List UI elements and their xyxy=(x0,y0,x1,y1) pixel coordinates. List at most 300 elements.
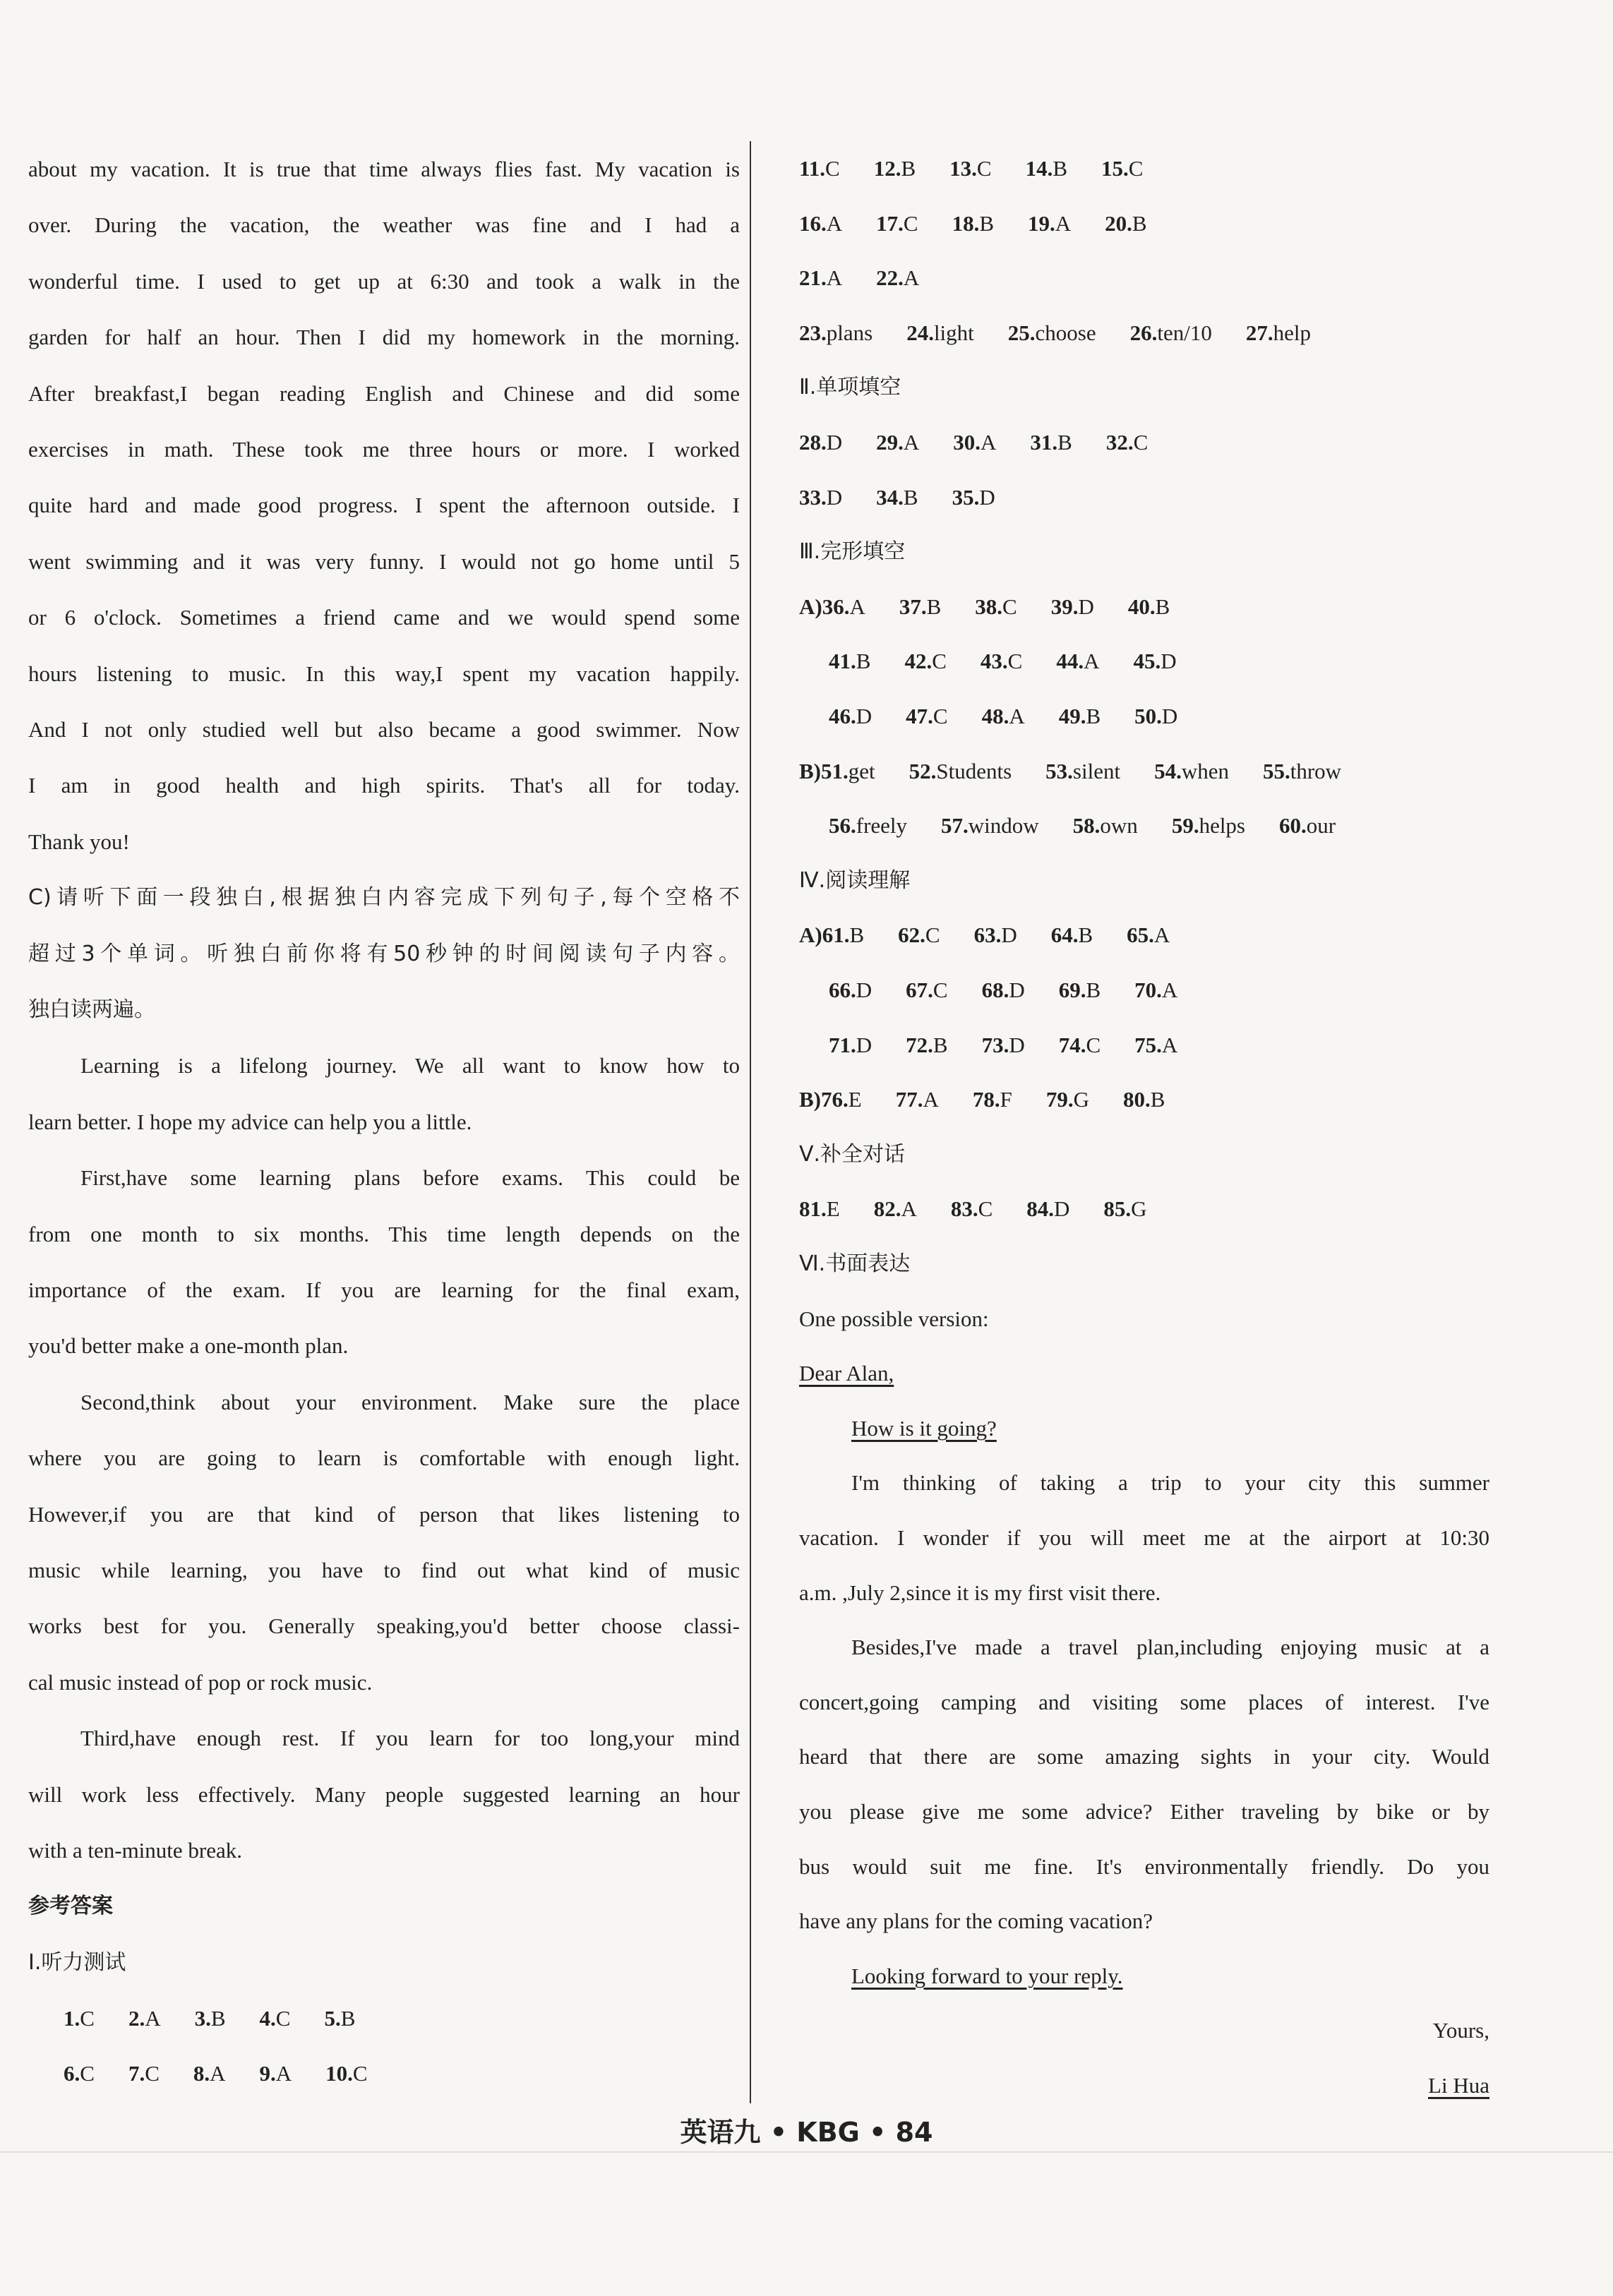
answer-item xyxy=(799,415,842,470)
answer-number: 8. xyxy=(193,2061,210,2086)
answer-number: 59. xyxy=(1171,813,1199,838)
answer-number: 54. xyxy=(1154,759,1182,783)
answer-number: 48. xyxy=(981,704,1009,728)
answer-value: window xyxy=(968,813,1039,838)
answer-number: 75. xyxy=(1134,1033,1162,1057)
answer-item xyxy=(64,1991,95,2046)
essay-greeting xyxy=(799,1401,1475,1456)
answer-number: 14. xyxy=(1025,156,1053,181)
answer-number: 64. xyxy=(1050,922,1079,947)
answer-item xyxy=(896,1072,939,1127)
answer-item xyxy=(949,141,991,196)
answer-row xyxy=(799,470,1475,525)
answer-item xyxy=(982,963,1025,1018)
answer-row xyxy=(799,1182,1475,1237)
body-text-line: or 6 o'clock. Sometimes a friend came and we would spend some xyxy=(28,605,740,630)
answer-value: B xyxy=(1086,704,1101,728)
answer-item xyxy=(1127,908,1170,963)
answer-number: 10. xyxy=(325,2061,353,2086)
answer-number: 73. xyxy=(981,1033,1009,1057)
answer-number: 69. xyxy=(1058,978,1086,1002)
answer-row xyxy=(28,1991,740,2046)
answer-item xyxy=(799,1182,840,1237)
answer-number: 13. xyxy=(949,156,977,181)
answer-value: A xyxy=(1161,978,1178,1002)
answer-row xyxy=(799,415,1475,470)
body-text-line: Thank you! xyxy=(28,829,130,854)
answer-number: A)61. xyxy=(799,922,850,947)
answer-item xyxy=(1059,963,1101,1018)
answer-number: 39. xyxy=(1050,594,1079,619)
answer-row xyxy=(799,1018,1475,1073)
body-text-line: over. During the vacation, the weather was fine and I had a xyxy=(28,212,740,237)
answer-number: 32. xyxy=(1105,430,1134,455)
answer-row xyxy=(799,306,1475,361)
answer-number: 47. xyxy=(906,704,933,728)
body-text-line: where you are going to learn is comfortable with enough light. xyxy=(28,1445,740,1470)
answer-value: A xyxy=(1009,704,1025,728)
answer-number: 81. xyxy=(799,1196,827,1221)
body-text-line: 超过3个单词。听独白前你将有50秒钟的时间阅读句子内容。 xyxy=(28,942,740,966)
answer-item xyxy=(876,415,919,470)
answer-row xyxy=(799,579,1475,635)
answer-number: 6. xyxy=(64,2061,80,2086)
answer-item xyxy=(975,579,1017,635)
answer-item xyxy=(799,744,875,799)
answer-item xyxy=(874,141,916,196)
answer-value: Students xyxy=(936,759,1012,783)
answer-value: D xyxy=(1001,922,1017,947)
answer-value: C xyxy=(825,156,840,181)
answer-number: 29. xyxy=(876,430,904,455)
page-footer: 英语九 • KBG • 84 xyxy=(680,2117,933,2148)
answer-number: 23. xyxy=(799,320,827,345)
answer-value: B xyxy=(901,156,916,181)
essay-line: I'm thinking of taking a trip to your city this summer xyxy=(851,1470,1489,1495)
answer-value: D xyxy=(1009,978,1025,1002)
answer-value: A xyxy=(1153,922,1170,947)
answer-item xyxy=(1279,798,1336,853)
answer-value: C xyxy=(932,649,947,673)
answer-item xyxy=(906,306,974,361)
answer-value: A xyxy=(145,2006,161,2031)
answer-item xyxy=(260,1991,291,2046)
answer-value: own xyxy=(1100,813,1138,838)
section-title: Ⅲ.完形填空 xyxy=(799,539,906,564)
answer-item xyxy=(1105,196,1146,251)
answer-item xyxy=(829,963,872,1018)
answer-value: C xyxy=(933,978,948,1002)
answer-item xyxy=(1106,415,1148,470)
answer-item xyxy=(952,196,994,251)
answer-value: D xyxy=(1161,704,1178,728)
answer-value: C xyxy=(145,2061,160,2086)
answer-row xyxy=(799,689,1475,744)
answer-value: A xyxy=(903,430,920,455)
answer-number: 15. xyxy=(1101,156,1129,181)
answer-item xyxy=(876,470,918,525)
answer-number: 37. xyxy=(899,594,927,619)
answer-key-title: 参考答案 xyxy=(28,1894,113,1918)
answer-number: 85. xyxy=(1103,1196,1132,1221)
answer-number: 35. xyxy=(952,485,980,510)
answer-number: 34. xyxy=(876,485,904,510)
answer-value: D xyxy=(1009,1033,1025,1057)
body-text-line: Learning is a lifelong journey. We all want to know how to xyxy=(80,1053,740,1078)
body-text-line: Third,have enough rest. If you learn for too long,your mind xyxy=(80,1726,740,1750)
answer-item xyxy=(876,251,919,306)
answer-item xyxy=(1134,689,1177,744)
answer-number: 68. xyxy=(981,978,1009,1002)
answer-value: E xyxy=(848,1087,862,1112)
section-title: Ⅰ.听力测试 xyxy=(28,1950,126,1975)
answer-item xyxy=(974,908,1017,963)
essay-greeting-text: How is it going? xyxy=(851,1416,997,1441)
answer-item xyxy=(1056,634,1099,689)
answer-item xyxy=(1130,306,1212,361)
answer-item xyxy=(953,415,996,470)
answer-number: 53. xyxy=(1045,759,1073,783)
answer-number: 16. xyxy=(799,211,827,236)
answer-row xyxy=(799,798,1475,853)
answer-item xyxy=(128,2046,160,2101)
answer-item xyxy=(1101,141,1143,196)
answer-value: C xyxy=(352,2061,368,2086)
body-text-line: works best for you. Generally speaking,you'd better choose classi- xyxy=(28,1613,740,1638)
answer-item xyxy=(1263,744,1341,799)
answer-value: D xyxy=(1161,649,1177,673)
answer-value: D xyxy=(856,704,873,728)
answer-number: 28. xyxy=(799,430,827,455)
essay-line: concert,going camping and visiting some places of interest. I've xyxy=(799,1690,1489,1714)
answer-value: A xyxy=(826,265,843,290)
answer-item xyxy=(1051,579,1094,635)
answer-number: 49. xyxy=(1058,704,1086,728)
answer-number: 7. xyxy=(128,2061,145,2086)
footer-rule xyxy=(0,2151,1613,2153)
essay-line: vacation. I wonder if you will meet me at the airport at 10:30 xyxy=(799,1525,1489,1550)
answer-number: 50. xyxy=(1134,704,1162,728)
answer-item xyxy=(982,1018,1025,1073)
answer-number: 22. xyxy=(876,265,904,290)
answer-value: D xyxy=(856,978,873,1002)
answer-item xyxy=(876,196,918,251)
answer-number: 19. xyxy=(1028,211,1055,236)
answer-item xyxy=(982,689,1025,744)
answer-row xyxy=(799,141,1475,196)
body-text-line: hours listening to music. In this way,I spent my vacation happily. xyxy=(28,661,740,686)
answer-value: B xyxy=(340,2006,356,2031)
answer-number: 79. xyxy=(1045,1087,1074,1112)
answer-value: B xyxy=(849,922,865,947)
answer-value: E xyxy=(826,1196,840,1221)
answer-row xyxy=(28,2046,740,2101)
answer-number: 11. xyxy=(799,156,826,181)
answer-row xyxy=(799,908,1475,963)
essay-closing-line xyxy=(799,1949,1475,2004)
answer-number: B)76. xyxy=(799,1087,849,1112)
answer-item xyxy=(325,2046,367,2101)
answer-item xyxy=(941,798,1039,853)
answer-number: 63. xyxy=(973,922,1002,947)
answer-item xyxy=(1030,415,1072,470)
answer-item xyxy=(799,470,842,525)
answer-value: B xyxy=(1150,1087,1165,1112)
answer-item xyxy=(906,689,947,744)
answer-item xyxy=(1103,1182,1146,1237)
body-text-line: quite hard and made good progress. I spent the afternoon outside. I xyxy=(28,493,740,517)
body-text-line: importance of the exam. If you are learning for the final exam, xyxy=(28,1278,740,1302)
answer-item xyxy=(1059,1018,1101,1073)
answer-value: A xyxy=(901,1196,917,1221)
answer-number: 12. xyxy=(873,156,901,181)
answer-value: C xyxy=(925,922,940,947)
answer-item xyxy=(195,1991,226,2046)
body-text-line: cal music instead of pop or rock music. xyxy=(28,1670,373,1695)
answer-item xyxy=(1008,306,1096,361)
answer-value: plans xyxy=(826,320,873,345)
answer-number: 78. xyxy=(972,1087,1000,1112)
answer-value: A xyxy=(210,2061,226,2086)
answer-item xyxy=(829,1018,872,1073)
answer-value: C xyxy=(80,2061,95,2086)
answer-value: B xyxy=(979,211,995,236)
answer-number: 72. xyxy=(906,1033,933,1057)
answer-item xyxy=(1123,1072,1165,1127)
essay-line: a.m. ,July 2,since it is my first visit there. xyxy=(799,1580,1161,1605)
answer-value: choose xyxy=(1035,320,1096,345)
answer-value: G xyxy=(1073,1087,1089,1112)
answer-number: 43. xyxy=(980,649,1008,673)
answer-value: when xyxy=(1181,759,1229,783)
answer-item xyxy=(799,908,864,963)
answer-item xyxy=(906,963,947,1018)
answer-item xyxy=(324,1991,355,2046)
answer-value: C xyxy=(1002,594,1017,619)
answer-value: B xyxy=(903,485,918,510)
answer-value: A xyxy=(923,1087,939,1112)
body-text-line: exercises in math. These took me three hours or more. I worked xyxy=(28,437,740,462)
answer-value: B xyxy=(210,2006,226,2031)
answer-value: helps xyxy=(1199,813,1245,838)
answer-number: 3. xyxy=(194,2006,211,2031)
answer-value: D xyxy=(979,485,995,510)
answer-number: 84. xyxy=(1026,1196,1055,1221)
answer-number: 25. xyxy=(1007,320,1036,345)
answer-row xyxy=(799,196,1475,251)
answer-number: 2. xyxy=(128,2006,145,2031)
answer-item xyxy=(829,634,870,689)
answer-number: 5. xyxy=(324,2006,341,2031)
answer-item xyxy=(1059,689,1101,744)
answer-number: 82. xyxy=(873,1196,901,1221)
answer-value: D xyxy=(1078,594,1094,619)
column-divider xyxy=(750,141,751,2103)
body-text-line: learn better. I hope my advice can help you a little. xyxy=(28,1110,472,1134)
answer-item xyxy=(1051,908,1093,963)
answer-row xyxy=(799,963,1475,1018)
answer-number: 18. xyxy=(952,211,980,236)
answer-number: 9. xyxy=(259,2061,276,2086)
answer-item xyxy=(899,579,941,635)
body-text-line: I am in good health and high spirits. That's all for today. xyxy=(28,773,740,798)
section-title: Ⅱ.单项填空 xyxy=(799,375,901,399)
answer-value: A xyxy=(849,594,865,619)
answer-number: B)51. xyxy=(799,759,849,783)
answer-item xyxy=(1133,634,1176,689)
body-text-line: from one month to six months. This time length depends on the xyxy=(28,1222,740,1246)
answer-number: 60. xyxy=(1279,813,1307,838)
answer-number: 66. xyxy=(829,978,856,1002)
answer-number: 56. xyxy=(829,813,856,838)
answer-item xyxy=(1128,579,1170,635)
essay-signature xyxy=(799,2058,1489,2113)
answer-number: 55. xyxy=(1263,759,1290,783)
answer-number: 17. xyxy=(876,211,904,236)
body-text-line: with a ten-minute break. xyxy=(28,1838,243,1863)
answer-item xyxy=(799,251,842,306)
essay-line: bus would suit me fine. It's environmentally friendly. Do you xyxy=(799,1854,1489,1879)
answer-value: C xyxy=(1133,430,1149,455)
answer-number: 27. xyxy=(1245,320,1273,345)
section-title: Ⅴ.补全对话 xyxy=(799,1142,906,1167)
answer-item xyxy=(973,1072,1012,1127)
answer-number: 80. xyxy=(1122,1087,1151,1112)
answer-item xyxy=(1026,141,1067,196)
answer-number: 1. xyxy=(64,2006,80,2031)
answer-value: B xyxy=(1086,978,1101,1002)
answer-item xyxy=(260,2046,292,2101)
answer-number: 45. xyxy=(1133,649,1161,673)
answer-value: B xyxy=(926,594,942,619)
answer-item xyxy=(1172,798,1245,853)
answer-item xyxy=(952,470,995,525)
answer-number: A)36. xyxy=(799,594,850,619)
answer-value: C xyxy=(933,704,948,728)
body-text-line: about my vacation. It is true that time always flies fast. My vacation is xyxy=(28,157,740,181)
answer-value: B xyxy=(856,649,871,673)
answer-value: C xyxy=(80,2006,95,2031)
answer-value: C xyxy=(1086,1033,1101,1057)
answer-item xyxy=(799,141,840,196)
essay-line: have any plans for the coming vacation? xyxy=(799,1909,1153,1933)
answer-number: 46. xyxy=(829,704,856,728)
answer-value: ten/10 xyxy=(1157,320,1212,345)
answer-value: C xyxy=(903,211,918,236)
answer-value: freely xyxy=(856,813,908,838)
answer-value: A xyxy=(981,430,997,455)
answer-item xyxy=(128,1991,161,2046)
essay-signature-text: Li Hua xyxy=(1428,2073,1489,2098)
answer-value: A xyxy=(826,211,843,236)
answer-number: 26. xyxy=(1129,320,1158,345)
answer-value: F xyxy=(1000,1087,1012,1112)
answer-value: A xyxy=(1161,1033,1178,1057)
answer-item xyxy=(1026,1182,1069,1237)
answer-number: 20. xyxy=(1105,211,1132,236)
answer-item xyxy=(951,1182,993,1237)
answer-row xyxy=(799,634,1475,689)
answer-number: 40. xyxy=(1127,594,1156,619)
answer-number: 70. xyxy=(1134,978,1162,1002)
section-title: Ⅵ.书面表达 xyxy=(799,1251,911,1276)
body-text-line: you'd better make a one-month plan. xyxy=(28,1333,349,1358)
answer-value: C xyxy=(1128,156,1144,181)
body-text-line: C)请听下面一段独白,根据独白内容完成下列句子,每个空格不 xyxy=(28,885,740,910)
answer-value: A xyxy=(1084,649,1100,673)
answer-number: 57. xyxy=(941,813,969,838)
essay-closing-text: Looking forward to your reply. xyxy=(851,1964,1123,1988)
answer-item xyxy=(1134,1018,1177,1073)
essay-line: Besides,I've made a travel plan,including enjoying music at a xyxy=(851,1635,1489,1659)
answer-item xyxy=(1073,798,1138,853)
answer-number: 24. xyxy=(906,320,934,345)
answer-item xyxy=(904,634,946,689)
answer-number: 77. xyxy=(895,1087,923,1112)
answer-item xyxy=(64,2046,95,2101)
body-text-line: music while learning, you have to find out what kind of music xyxy=(28,1558,740,1582)
body-text-line: wonderful time. I used to get up at 6:30 and took a walk in the xyxy=(28,269,740,294)
answer-number: 65. xyxy=(1127,922,1154,947)
answer-value: A xyxy=(903,265,920,290)
answer-number: 4. xyxy=(259,2006,276,2031)
essay-line: you please give me some advice? Either traveling by bike or by xyxy=(799,1799,1489,1824)
answer-value: B xyxy=(1078,922,1093,947)
answer-item xyxy=(898,908,940,963)
answer-number: 38. xyxy=(975,594,1003,619)
answer-value: G xyxy=(1131,1196,1147,1221)
answer-value: C xyxy=(978,1196,993,1221)
answer-number: 62. xyxy=(898,922,925,947)
answer-row xyxy=(799,1072,1475,1127)
answer-value: get xyxy=(848,759,875,783)
answer-value: C xyxy=(976,156,992,181)
body-text-line: went swimming and it was very funny. I would not go home until 5 xyxy=(28,549,740,574)
answer-value: B xyxy=(1053,156,1068,181)
answer-item xyxy=(799,1072,862,1127)
body-text-line: However,if you are that kind of person that likes listening to xyxy=(28,1502,740,1527)
answer-item xyxy=(1154,744,1229,799)
answer-number: 58. xyxy=(1072,813,1101,838)
answer-value: B xyxy=(1057,430,1072,455)
essay-salutation-text: Dear Alan, xyxy=(799,1361,894,1386)
essay-salutation xyxy=(799,1346,1475,1401)
answer-number: 83. xyxy=(950,1196,978,1221)
essay-line: heard that there are some amazing sights in your city. Would xyxy=(799,1744,1489,1769)
answer-row xyxy=(799,744,1475,799)
answer-row xyxy=(799,251,1475,306)
body-text-line: After breakfast,I began reading English and Chinese and did some xyxy=(28,381,740,406)
essay-signoff: Yours, xyxy=(1432,2018,1489,2043)
answer-number: 33. xyxy=(799,485,827,510)
essay-intro: One possible version: xyxy=(799,1306,989,1331)
answer-item xyxy=(1045,744,1120,799)
section-title: Ⅳ.阅读理解 xyxy=(799,868,911,893)
answer-value: D xyxy=(826,430,843,455)
answer-number: 67. xyxy=(906,978,933,1002)
answer-number: 21. xyxy=(799,265,827,290)
answer-value: C xyxy=(1007,649,1023,673)
answer-item xyxy=(909,744,1012,799)
answer-value: A xyxy=(275,2061,292,2086)
answer-item xyxy=(981,634,1022,689)
answer-value: silent xyxy=(1072,759,1121,783)
answer-number: 42. xyxy=(904,649,933,673)
answer-value: light xyxy=(933,320,974,345)
answer-value: B xyxy=(933,1033,948,1057)
body-text-line: First,have some learning plans before exams. This could be xyxy=(80,1165,740,1190)
answer-number: 52. xyxy=(909,759,937,783)
